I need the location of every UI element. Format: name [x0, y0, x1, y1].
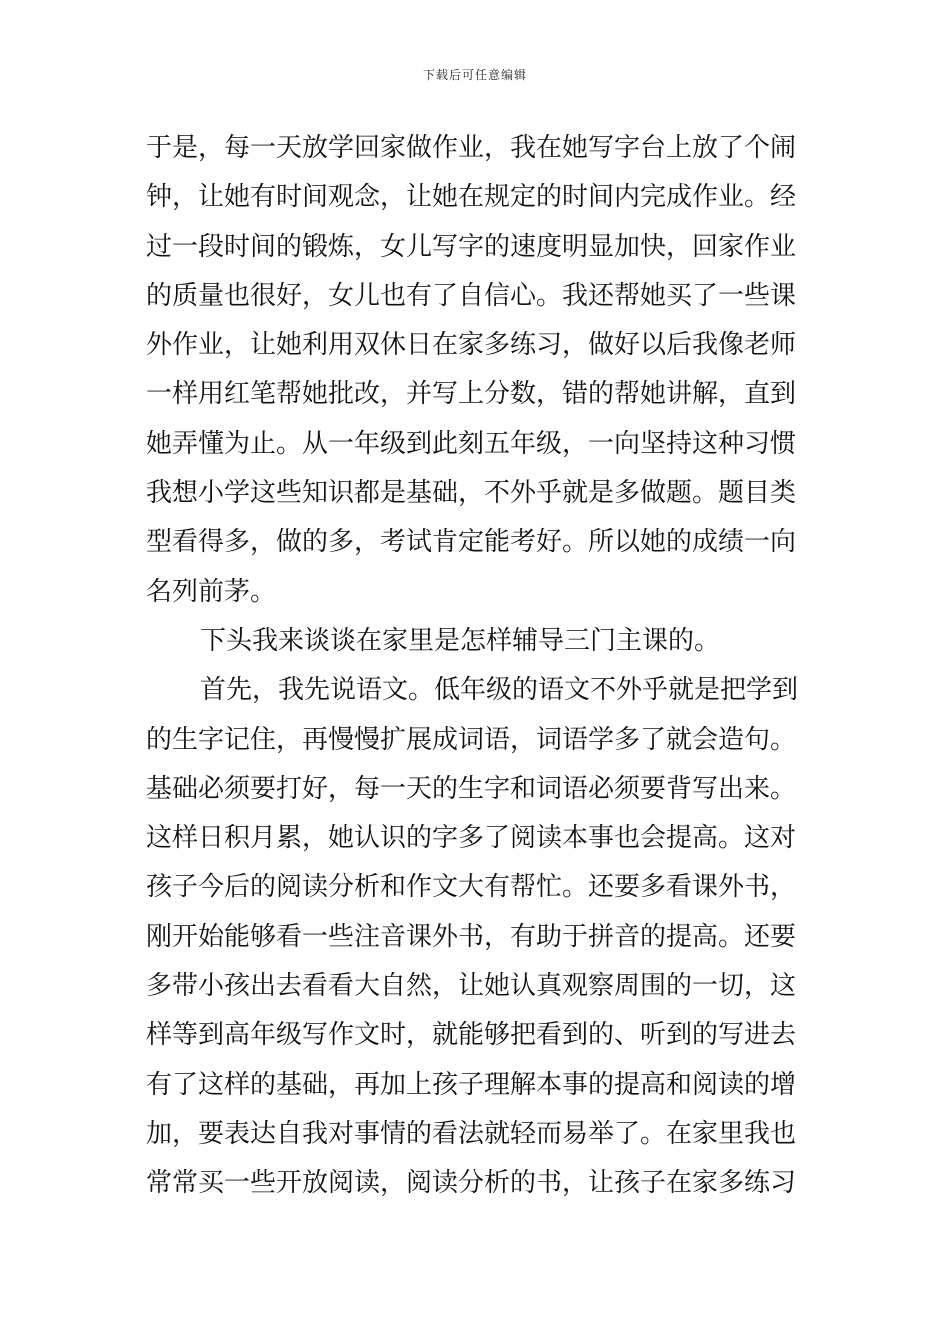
paragraph-first-line: 下头我来谈谈在家里是怎样辅导三门主课的。 [200, 625, 721, 656]
text-line: 名列前茅。 [146, 576, 277, 607]
text-line: 多带小孩出去看看大自然，让她认真观察周围的一切，这 [146, 971, 797, 1002]
text-line: 刚开始能够看一些注音课外书，有助于拼音的提高。还要 [146, 921, 797, 952]
document-body [146, 124, 806, 1209]
text-line: 钟，让她有时间观念，让她在规定的时间内完成作业。经 [146, 182, 797, 213]
text-line: 的生字记住，再慢慢扩展成词语，词语学多了就会造句。 [146, 724, 797, 755]
text-line: 的质量也很好，女儿也有了自信心。我还帮她买了一些课 [146, 280, 797, 311]
text-line: 她弄懂为止。从一年级到此刻五年级，一向坚持这种习惯 [146, 428, 797, 459]
text-line: 有了这样的基础，再加上孩子理解本事的提高和阅读的增 [146, 1069, 797, 1100]
text-line: 型看得多，做的多，考试肯定能考好。所以她的成绩一向 [146, 527, 797, 558]
text-line: 这样日积月累，她认识的字多了阅读本事也会提高。这对 [146, 823, 797, 854]
text-line: 常常买一些开放阅读，阅读分析的书，让孩子在家多练习 [146, 1168, 797, 1199]
text-line: 外作业，让她利用双休日在家多练习，做好以后我像老师 [146, 330, 797, 361]
text-line: 孩子今后的阅读分析和作文大有帮忙。还要多看课外书， [146, 872, 797, 903]
text-line: 一样用红笔帮她批改，并写上分数，错的帮她讲解，直到 [146, 379, 797, 410]
page-header: 下载后可任意编辑 [422, 68, 527, 82]
text-line: 过一段时间的锻炼，女儿写字的速度明显加快，回家作业 [146, 231, 797, 262]
paragraph-first-line: 首先，我先说语文。低年级的语文不外乎就是把学到 [200, 675, 799, 706]
text-line: 于是，每一天放学回家做作业，我在她写字台上放了个闹 [146, 133, 797, 163]
text-line: 基础必须要打好，每一天的生字和词语必须要背写出来。 [146, 773, 797, 804]
text-line: 样等到高年级写作文时，就能够把看到的、听到的写进去 [146, 1020, 797, 1051]
text-line: 我想小学这些知识都是基础，不外乎就是多做题。题目类 [146, 478, 797, 509]
text-line: 加，要表达自我对事情的看法就轻而易举了。在家里我也 [146, 1118, 797, 1149]
